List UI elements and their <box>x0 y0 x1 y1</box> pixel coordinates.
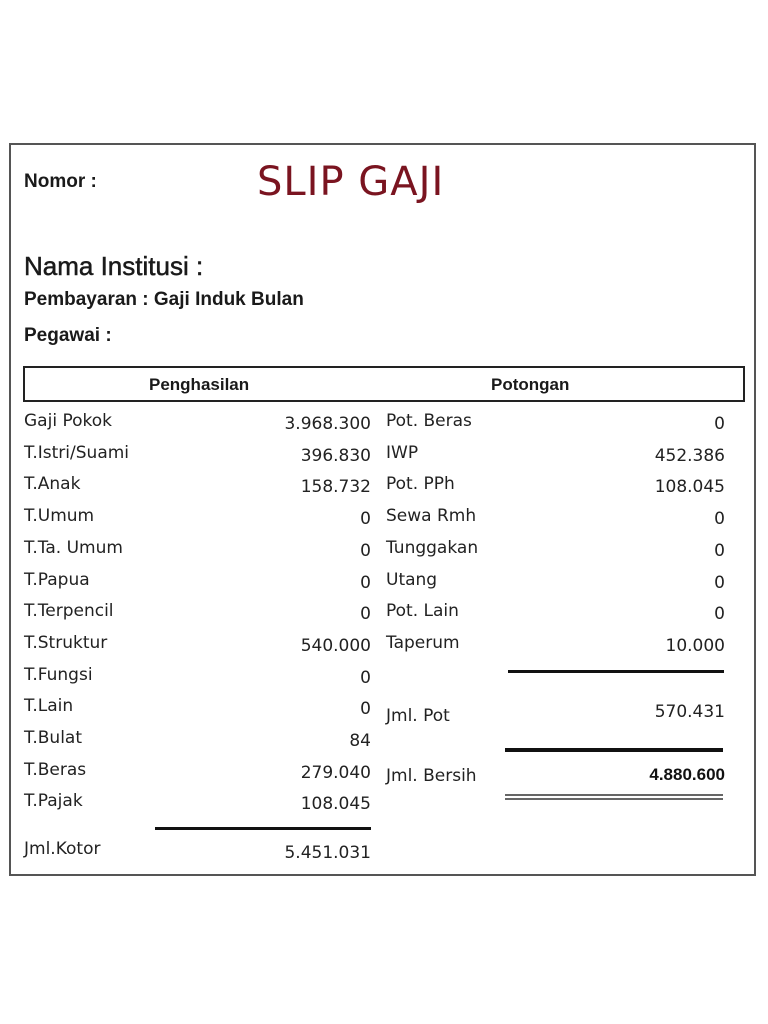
income-value: 396.830 <box>300 446 371 466</box>
deduction-value: 0 <box>714 414 725 434</box>
income-value: 84 <box>349 731 371 751</box>
income-label: T.Umum <box>24 506 95 526</box>
income-value: 0 <box>360 541 371 561</box>
jml-kotor-value: 5.451.031 <box>284 843 371 863</box>
income-label: T.Ta. Umum <box>24 538 123 558</box>
kotor-rule <box>155 827 371 830</box>
deduction-value: 452.386 <box>654 446 725 466</box>
income-label: T.Lain <box>24 696 74 716</box>
income-label: Gaji Pokok <box>24 411 112 431</box>
income-label: T.Terpencil <box>24 601 114 621</box>
deduction-label: Pot. Lain <box>386 601 459 621</box>
salary-slip <box>9 143 756 876</box>
income-label: T.Pajak <box>24 791 83 811</box>
income-value: 279.040 <box>300 763 371 783</box>
income-label: T.Papua <box>24 570 90 590</box>
jml-pot-value: 570.431 <box>654 702 725 722</box>
income-value: 158.732 <box>300 477 371 497</box>
income-value: 0 <box>360 509 371 529</box>
potongan-header: Potongan <box>491 375 570 394</box>
payment-label: Pembayaran : Gaji Induk Bulan <box>24 289 304 310</box>
income-value: 3.968.300 <box>284 414 371 434</box>
income-value: 0 <box>360 668 371 688</box>
column-header-bar <box>23 366 745 402</box>
jml-bersih-value: 4.880.600 <box>649 765 725 784</box>
income-label: T.Istri/Suami <box>24 443 130 463</box>
deduction-value: 0 <box>714 604 725 624</box>
deduction-label: IWP <box>386 443 419 463</box>
income-value: 0 <box>360 699 371 719</box>
income-value: 540.000 <box>300 636 371 656</box>
income-value: 0 <box>360 573 371 593</box>
institution-label: Nama Institusi : <box>24 251 204 281</box>
income-label: T.Beras <box>24 760 87 780</box>
jml-pot-label: Jml. Pot <box>386 706 450 726</box>
deduction-value: 0 <box>714 541 725 561</box>
deduction-value: 0 <box>714 573 725 593</box>
double-rule-bottom <box>505 798 723 800</box>
nomor-label: Nomor : <box>24 171 97 192</box>
slip-title: SLIP GAJI <box>257 159 445 205</box>
income-label: T.Struktur <box>24 633 108 653</box>
deduction-value: 108.045 <box>654 477 725 497</box>
deduction-label: Tunggakan <box>386 538 479 558</box>
bersih-rule <box>505 748 723 752</box>
income-value: 0 <box>360 604 371 624</box>
income-label: T.Bulat <box>24 728 83 748</box>
deduction-label: Pot. PPh <box>386 474 455 494</box>
jml-bersih-label: Jml. Bersih <box>386 766 477 786</box>
income-label: T.Anak <box>24 474 81 494</box>
income-label: T.Fungsi <box>24 665 93 685</box>
deduction-label: Taperum <box>386 633 460 653</box>
double-rule-top <box>505 794 723 796</box>
deduction-label: Utang <box>386 570 438 590</box>
deduction-value: 0 <box>714 509 725 529</box>
deduction-value: 10.000 <box>665 636 725 656</box>
employee-label: Pegawai : <box>24 325 112 346</box>
penghasilan-header: Penghasilan <box>149 375 250 394</box>
pot-rule <box>508 670 724 673</box>
jml-kotor-label: Jml.Kotor <box>24 839 101 859</box>
income-value: 108.045 <box>300 794 371 814</box>
deduction-label: Sewa Rmh <box>386 506 477 526</box>
deduction-label: Pot. Beras <box>386 411 472 431</box>
